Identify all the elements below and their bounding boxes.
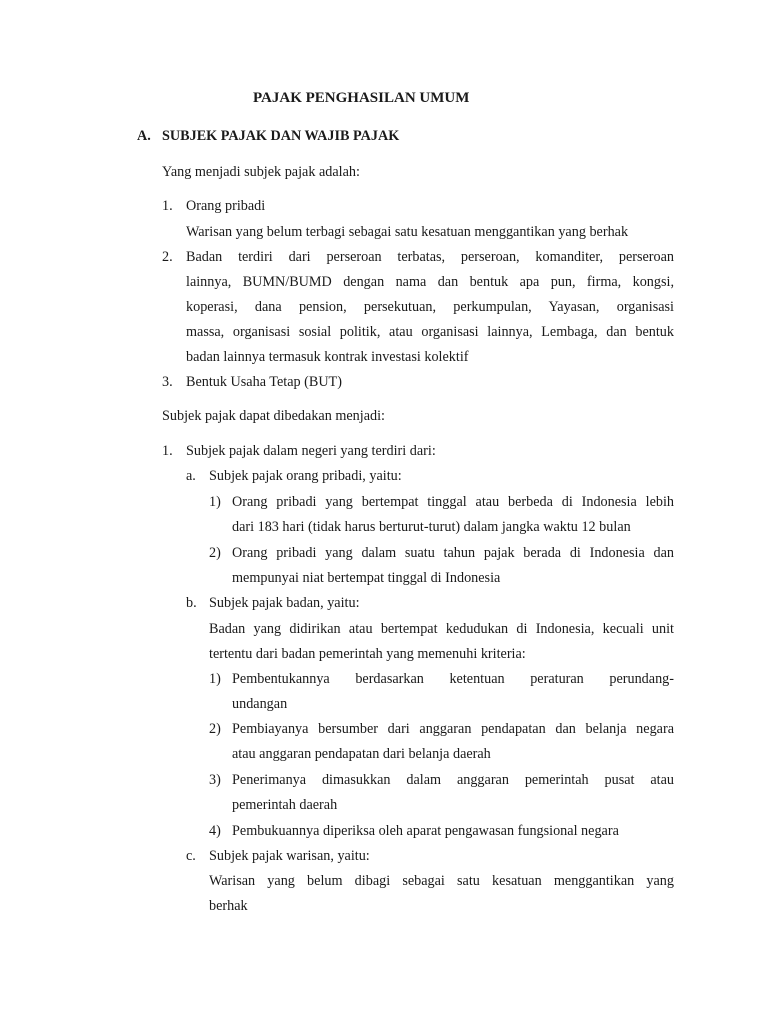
list-item-text: Badan terdiri dari perseroan terbatas, perseroan, komanditer, perseroan <box>186 249 674 265</box>
sublist-paragraph: Warisan yang belum dibagi sebagai satu kesatuan menggantikan yang <box>209 873 674 889</box>
intro-paragraph: Yang menjadi subjek pajak adalah: <box>162 164 360 180</box>
sublist-title: Subjek pajak orang pribadi, yaitu: <box>209 468 402 484</box>
list-item-number: 3. <box>162 374 173 390</box>
subitem-number: 1) <box>209 671 221 687</box>
subitem-text: Orang pribadi yang bertempat tinggal atau berbeda di Indonesia lebih <box>232 494 674 510</box>
section-a-marker: A. <box>137 128 151 144</box>
list-item-text: lainnya, BUMN/BUMD dengan nama dan bentuk apa pun, firma, kongsi, <box>186 274 674 290</box>
subitem-number: 3) <box>209 772 221 788</box>
list-item-title: Orang pribadi <box>186 198 266 214</box>
subitem-number: 2) <box>209 545 221 561</box>
subitem-text: pemerintah daerah <box>232 797 338 813</box>
subitem-number: 2) <box>209 721 221 737</box>
subitem-text: atau anggaran pendapatan dari belanja daerah <box>232 746 491 762</box>
subitem-text: Pembiayanya bersumber dari anggaran pendapatan dan belanja negara <box>232 721 674 737</box>
subitem-number: 1) <box>209 494 221 510</box>
list-item-number: 2. <box>162 249 173 265</box>
sublist-letter: c. <box>186 848 196 864</box>
list-item-number: 1. <box>162 198 173 214</box>
subitem-text: Orang pribadi yang dalam suatu tahun pajak berada di Indonesia dan <box>232 545 674 561</box>
list-item-text: koperasi, dana pension, persekutuan, perkumpulan, Yayasan, organisasi <box>186 299 674 315</box>
sublist-title: Subjek pajak badan, yaitu: <box>209 595 360 611</box>
subitem-text: Pembentukannya berdasarkan ketentuan peraturan perundang- <box>232 671 674 687</box>
subitem-text: dari 183 hari (tidak harus berturut-turut) dalam jangka waktu 12 bulan <box>232 519 631 535</box>
list-item-number: 1. <box>162 443 173 459</box>
list-item-text: massa, organisasi sosial politik, atau organisasi lainnya, Lembaga, dan bentuk <box>186 324 674 340</box>
sublist-paragraph: tertentu dari badan pemerintah yang memenuhi kriteria: <box>209 646 526 662</box>
subitem-text: Pembukuannya diperiksa oleh aparat pengawasan fungsional negara <box>232 823 619 839</box>
document-title: PAJAK PENGHASILAN UMUM <box>253 90 470 106</box>
subitem-number: 4) <box>209 823 221 839</box>
sublist-paragraph: berhak <box>209 898 248 914</box>
section-a-heading: SUBJEK PAJAK DAN WAJIB PAJAK <box>162 128 400 144</box>
sublist-title: Subjek pajak warisan, yaitu: <box>209 848 370 864</box>
paragraph: Subjek pajak dapat dibedakan menjadi: <box>162 408 385 424</box>
list-item-title: Bentuk Usaha Tetap (BUT) <box>186 374 342 390</box>
subitem-text: Penerimanya dimasukkan dalam anggaran pemerintah pusat atau <box>232 772 674 788</box>
subitem-text: mempunyai niat bertempat tinggal di Indonesia <box>232 570 501 586</box>
list-item-title: Subjek pajak dalam negeri yang terdiri dari: <box>186 443 436 459</box>
subitem-text: undangan <box>232 696 288 712</box>
list-item-text: Warisan yang belum terbagi sebagai satu kesatuan menggantikan yang berhak <box>186 224 629 240</box>
sublist-letter: a. <box>186 468 196 484</box>
sublist-paragraph: Badan yang didirikan atau bertempat kedudukan di Indonesia, kecuali unit <box>209 621 674 637</box>
sublist-letter: b. <box>186 595 197 611</box>
list-item-text: badan lainnya termasuk kontrak investasi kolektif <box>186 349 469 365</box>
